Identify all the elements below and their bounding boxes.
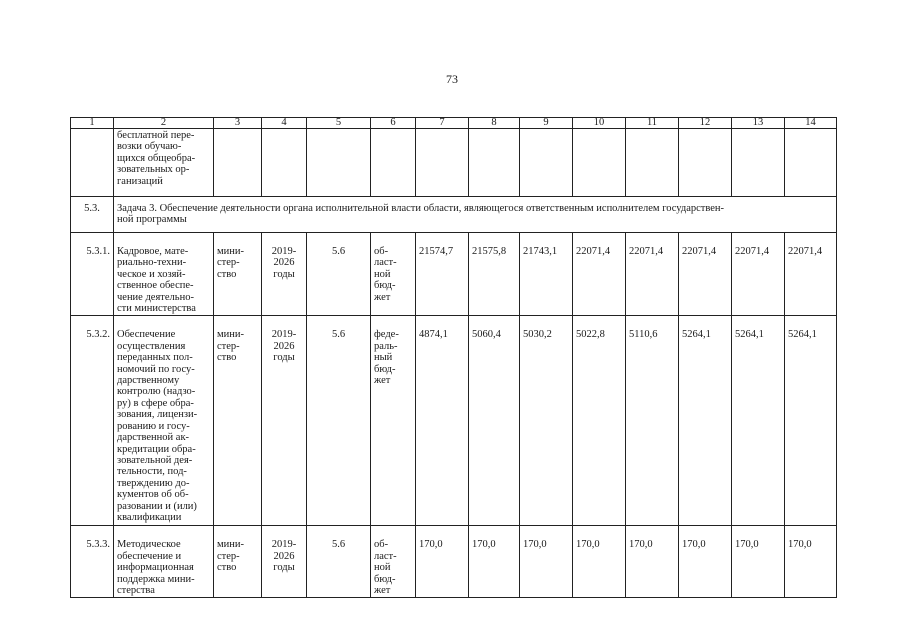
row-value	[469, 129, 520, 197]
column-number: 11	[626, 118, 679, 129]
row-value: 5060,4	[469, 316, 520, 526]
row-executor	[214, 129, 262, 197]
row-id: 5.3.	[71, 197, 114, 233]
row-value	[785, 129, 837, 197]
row-link: 5.6	[307, 316, 371, 526]
table-row	[71, 526, 837, 598]
row-value: 4874,1	[416, 316, 469, 526]
row-source: об- ласт- ной бюд- жет	[371, 526, 416, 598]
column-number: 14	[785, 118, 837, 129]
column-number: 4	[262, 118, 307, 129]
row-id: 5.3.2.	[71, 316, 114, 526]
row-link	[307, 129, 371, 197]
row-value: 22071,4	[679, 233, 732, 316]
table-row	[71, 316, 837, 526]
row-value: 170,0	[626, 526, 679, 598]
row-link: 5.6	[307, 233, 371, 316]
row-value: 170,0	[785, 526, 837, 598]
row-name: Методическое обеспечение и информационная поддержка мини- стерства	[114, 526, 214, 598]
row-value: 5110,6	[626, 316, 679, 526]
row-executor: мини- стер- ство	[214, 233, 262, 316]
column-number: 12	[679, 118, 732, 129]
column-number-row	[71, 118, 837, 129]
column-number: 1	[71, 118, 114, 129]
task-row	[71, 197, 837, 233]
row-value	[679, 129, 732, 197]
row-value: 5264,1	[785, 316, 837, 526]
row-value: 22071,4	[626, 233, 679, 316]
column-number: 7	[416, 118, 469, 129]
row-value: 170,0	[469, 526, 520, 598]
column-number: 9	[520, 118, 573, 129]
row-value: 170,0	[573, 526, 626, 598]
row-years: 2019- 2026 годы	[262, 526, 307, 598]
row-value: 5264,1	[679, 316, 732, 526]
row-name: бесплатной пере- возки обучаю- щихся общеобра- зовательных ор- ганизаций	[114, 129, 214, 197]
row-value: 21574,7	[416, 233, 469, 316]
row-years	[262, 129, 307, 197]
row-years: 2019- 2026 годы	[262, 233, 307, 316]
row-source	[371, 129, 416, 197]
row-value: 170,0	[679, 526, 732, 598]
row-value	[520, 129, 573, 197]
row-value: 5264,1	[732, 316, 785, 526]
row-id: 5.3.1.	[71, 233, 114, 316]
column-number: 2	[114, 118, 214, 129]
row-value: 170,0	[520, 526, 573, 598]
row-name: Обеспечение осуществления переданных пол- номочий по госу- дарственному контролю (надзо- ру) в сфере обра- зования, лицензи- рованию и госу- дарственной ак- кредитации обра- зовательной дея- тельности, под- тверждению до- кументов об об- разовании и (или) квалификации	[114, 316, 214, 526]
row-executor: мини- стер- ство	[214, 526, 262, 598]
row-value: 5030,2	[520, 316, 573, 526]
row-id: 5.3.3.	[71, 526, 114, 598]
table-row	[71, 129, 837, 197]
column-number: 5	[307, 118, 371, 129]
column-number: 6	[371, 118, 416, 129]
column-number: 3	[214, 118, 262, 129]
row-value: 22071,4	[732, 233, 785, 316]
row-name: Кадровое, мате- риально-техни- ческое и хозяй- ственное обеспе- чение деятельно- сти министерства	[114, 233, 214, 316]
row-value: 22071,4	[785, 233, 837, 316]
page-number: 73	[446, 72, 458, 86]
table-row	[71, 233, 837, 316]
row-executor: мини- стер- ство	[214, 316, 262, 526]
row-value	[416, 129, 469, 197]
task-title: Задача 3. Обеспечение деятельности органа исполнительной власти области, являющегося ответственным исполнителем государствен- ной программы	[114, 197, 837, 233]
row-source: феде- раль- ный бюд- жет	[371, 316, 416, 526]
row-value: 5022,8	[573, 316, 626, 526]
row-years: 2019- 2026 годы	[262, 316, 307, 526]
column-number: 8	[469, 118, 520, 129]
column-number: 13	[732, 118, 785, 129]
row-value: 170,0	[416, 526, 469, 598]
row-value: 170,0	[732, 526, 785, 598]
row-value: 21743,1	[520, 233, 573, 316]
row-value: 22071,4	[573, 233, 626, 316]
row-value	[732, 129, 785, 197]
program-table	[70, 117, 837, 598]
row-value	[573, 129, 626, 197]
column-number: 10	[573, 118, 626, 129]
row-link: 5.6	[307, 526, 371, 598]
row-value: 21575,8	[469, 233, 520, 316]
row-id	[71, 129, 114, 197]
row-source: об- ласт- ной бюд- жет	[371, 233, 416, 316]
row-value	[626, 129, 679, 197]
